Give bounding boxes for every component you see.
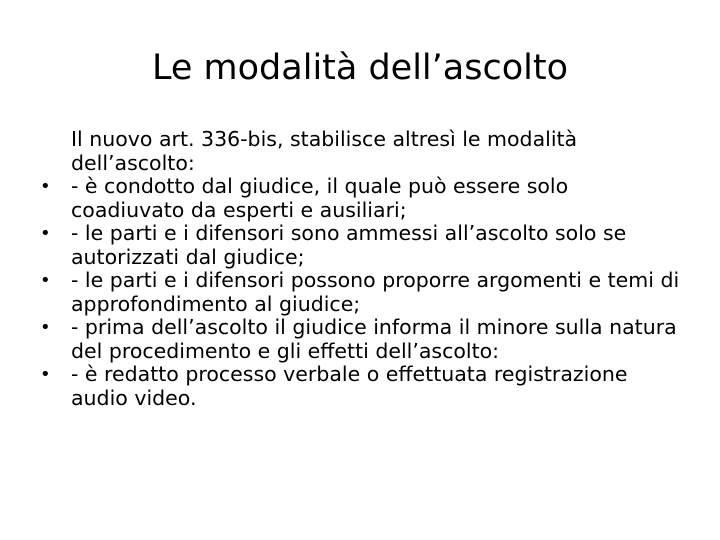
list-item: [40, 316, 680, 363]
list-item-text: - le parti e i difensori sono ammessi all’ascolto solo se autorizzati dal giudice;: [71, 221, 627, 269]
list-item: [40, 363, 680, 410]
list-item-text: Il nuovo art. 336-bis, stabilisce altresì le modalità dell’ascolto:: [71, 127, 578, 175]
list-item: [40, 175, 680, 222]
bullet-icon: •: [40, 317, 51, 338]
list-item-text: - è condotto dal giudice, il quale può essere solo coadiuvato da esperti e ausiliari;: [71, 174, 569, 222]
list-item-text: - le parti e i difensori possono proporre argomenti e temi di approfondimento al giudice;: [71, 268, 680, 316]
bullet-icon: •: [40, 223, 51, 244]
list-item-text: - è redatto processo verbale o effettuata registrazione audio video.: [71, 362, 628, 410]
list-item: [40, 222, 680, 269]
bullet-icon: •: [40, 270, 51, 291]
slide-title: Le modalità dell’ascolto: [152, 48, 568, 88]
list-item: [40, 269, 680, 316]
list-item-text: - prima dell’ascolto il giudice informa il minore sulla natura del procedimento e gli effetti dell’ascolto:: [71, 315, 677, 363]
bullet-icon: •: [40, 364, 51, 385]
bullet-icon: •: [40, 176, 51, 197]
bullet-list: [40, 128, 680, 410]
list-item: [40, 128, 680, 175]
